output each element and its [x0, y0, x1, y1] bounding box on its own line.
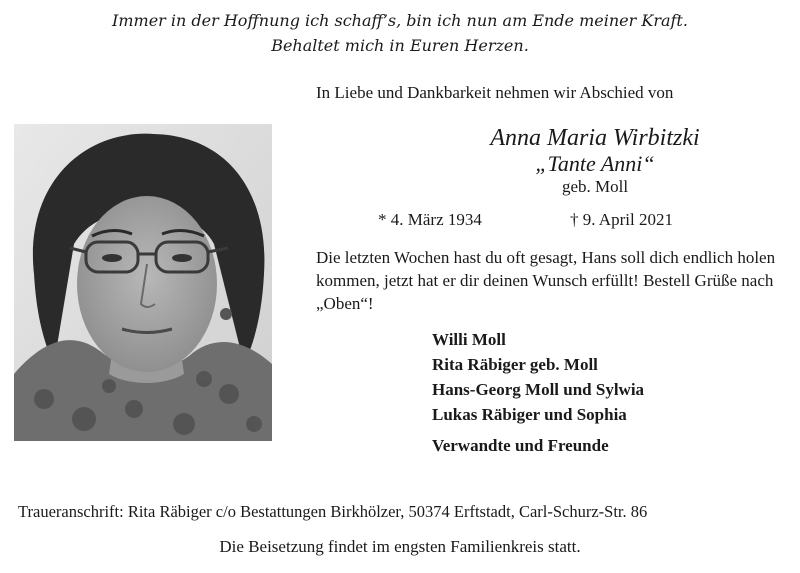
- portrait-illustration: [14, 124, 272, 441]
- relatives-and-friends: Verwandte und Freunde: [432, 436, 609, 455]
- motto-line-2: Behaltet mich in Euren Herzen.: [271, 36, 529, 55]
- intro-text: In Liebe und Dankbarkeit nehmen wir Abschied von: [316, 83, 674, 102]
- mourner-name: Rita Räbiger geb. Moll: [432, 355, 598, 374]
- mourner-name: Willi Moll: [432, 330, 506, 349]
- death-date: † 9. April 2021: [570, 210, 673, 229]
- farewell-message: Die letzten Wochen hast du oft gesagt, Hans soll dich endlich holen kommen, jetzt hat er dir deinen Wunsch erfüllt! Bestell Grüße nach „Oben“!: [316, 248, 776, 313]
- mourner-name: Hans-Georg Moll und Sylwia: [432, 380, 645, 399]
- deceased-name: Anna Maria Wirbitzki: [490, 125, 700, 151]
- motto-line-1: Immer in der Hoffnung ich schaff’s, bin ich nun am Ende meiner Kraft.: [112, 11, 688, 30]
- deceased-birth-name: geb. Moll: [561, 177, 629, 196]
- mourning-address: Traueranschrift: Rita Räbiger c/o Bestattungen Birkhölzer, 50374 Erftstadt, Carl-Schurz-Str. 86: [18, 502, 648, 521]
- portrait-photo: [14, 124, 272, 441]
- mourner-name: Lukas Räbiger und Sophia: [432, 405, 627, 424]
- funeral-note: Die Beisetzung findet im engsten Familienkreis statt.: [219, 537, 581, 556]
- deceased-nickname: „Tante Anni“: [535, 151, 655, 176]
- birth-date: * 4. März 1934: [378, 210, 482, 229]
